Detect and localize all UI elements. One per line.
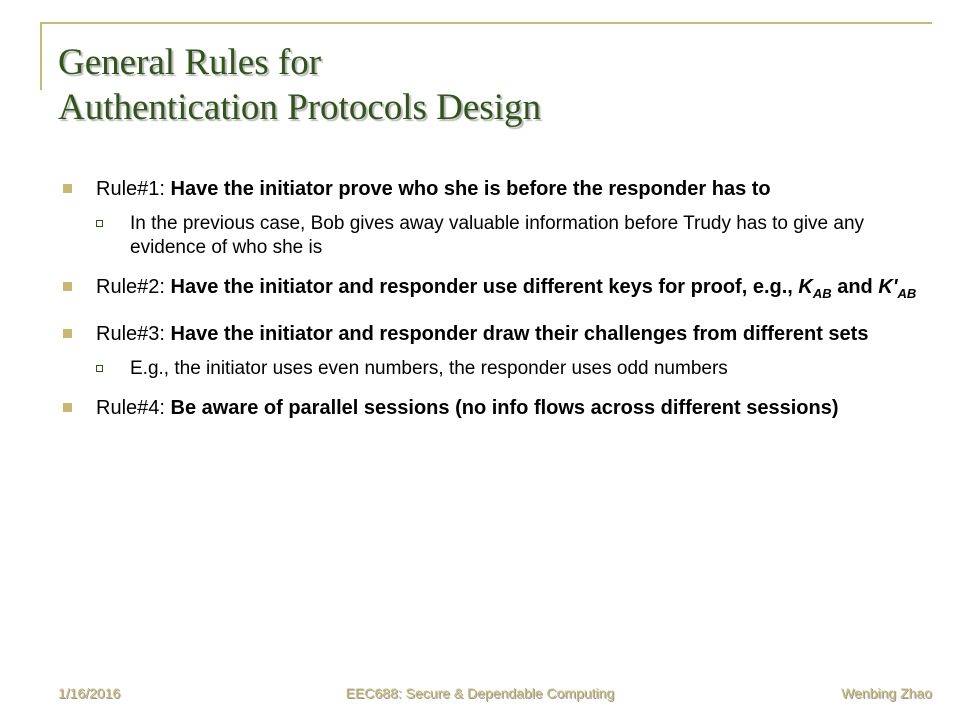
rule-label: Rule#2: <box>96 276 171 298</box>
rule-1-subpoint <box>58 212 918 260</box>
subpoint-text: In the previous case, Bob gives away valuable information before Trudy has to give any evidence of who she is <box>130 213 865 258</box>
rule-4 <box>58 395 918 421</box>
rule-3 <box>58 321 918 347</box>
rule-label: Rule#1: <box>96 178 171 200</box>
rule-text: Be aware of parallel sessions (no info flows across different sessions) <box>170 397 839 419</box>
rule-text: Have the initiator and responder draw their challenges from different sets <box>170 323 869 345</box>
title-line-2: Authentication Protocols Design <box>58 87 541 128</box>
square-bullet-icon <box>63 403 72 412</box>
rule-1 <box>58 176 918 202</box>
title-line-1: General Rules for <box>58 42 322 83</box>
square-bullet-icon <box>63 184 72 193</box>
slide-title <box>58 40 918 130</box>
rule-2 <box>58 274 918 307</box>
footer-date: 1/16/2016 <box>58 685 121 701</box>
footer-course: EEC688: Secure & Dependable Computing <box>345 685 615 701</box>
key-k-prime: K' <box>878 276 898 298</box>
key-k: K <box>798 276 813 298</box>
rule-label: Rule#3: <box>96 323 171 345</box>
rule-text-and: and <box>831 276 879 298</box>
key-k-subscript: AB <box>812 286 832 301</box>
slide-body <box>58 176 918 435</box>
hollow-square-bullet-icon <box>96 220 103 227</box>
frame-left-line <box>40 22 42 90</box>
square-bullet-icon <box>63 282 72 291</box>
key-k-prime-subscript: AB <box>897 286 917 301</box>
frame-top-line <box>40 22 932 24</box>
square-bullet-icon <box>63 329 72 338</box>
rule-3-subpoint <box>58 357 918 381</box>
rule-text: Have the initiator and responder use different keys for proof, e.g., <box>170 276 799 298</box>
subpoint-text: E.g., the initiator uses even numbers, the responder uses odd numbers <box>130 358 728 379</box>
hollow-square-bullet-icon <box>96 365 103 372</box>
footer-author: Wenbing Zhao <box>841 685 932 701</box>
rule-text: Have the initiator prove who she is before the responder has to <box>170 178 771 200</box>
rule-label: Rule#4: <box>96 397 171 419</box>
